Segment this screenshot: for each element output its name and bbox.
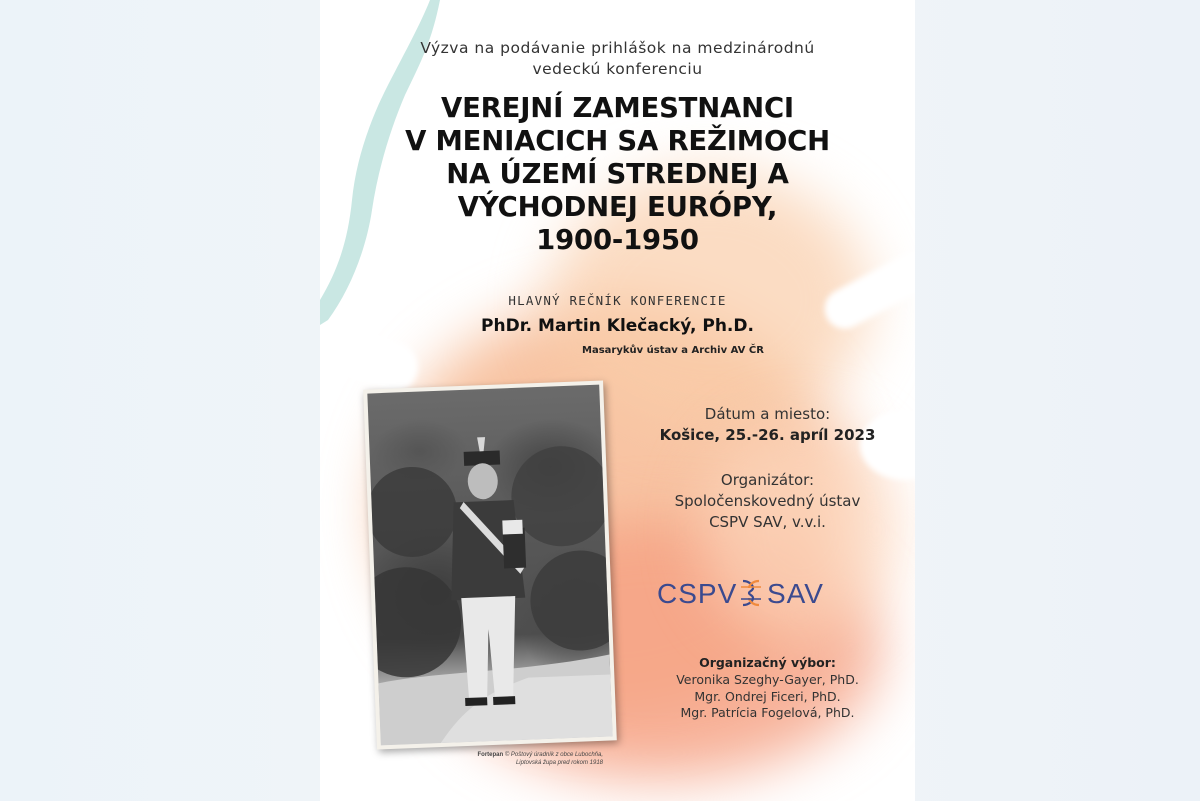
conference-poster	[320, 0, 915, 801]
committee-member: Mgr. Patrícia Fogelová, PhD.	[680, 705, 855, 720]
photo-credit-line: Liptovská župa pred rokom 1918	[515, 759, 603, 766]
date-place-value: Košice, 25.-26. apríl 2023	[659, 426, 876, 444]
title-line: NA ÚZEMÍ STREDNEJ A	[446, 158, 789, 190]
keynote-speaker-name: PhDr. Martin Klečacký, Ph.D.	[481, 316, 754, 336]
photo-credit-source: Fortepan	[477, 752, 504, 758]
keynote-label: HLAVNÝ REČNÍK KONFERENCIE	[508, 293, 727, 308]
title-line: VEREJNÍ ZAMESTNANCI	[441, 92, 794, 124]
photo-image	[367, 385, 612, 746]
logo-wave-icon	[741, 581, 761, 605]
logo-text-sav: SAV	[767, 578, 824, 609]
committee-member: Veronika Szeghy-Gayer, PhD.	[676, 672, 859, 687]
photo-credit	[433, 752, 603, 767]
organizer-name	[620, 491, 915, 533]
organizer-line: CSPV SAV, v.v.i.	[709, 513, 826, 531]
title-line: V MENIACICH SA REŽIMOCH	[405, 125, 830, 157]
conference-title	[320, 92, 915, 257]
call-line: Výzva na podávanie prihlášok na medzinárodnú	[420, 39, 815, 57]
postman-figure-icon	[367, 385, 612, 746]
organizer-label: Organizátor:	[720, 471, 815, 489]
keynote-speaker-institution: Masarykův ústav a Archiv AV ČR	[582, 345, 764, 356]
organizer-line: Spoločenskovedný ústav	[674, 492, 861, 510]
date-place-label: Dátum a miesto:	[704, 405, 831, 423]
committee-member: Mgr. Ondrej Ficeri, PhD.	[694, 688, 841, 704]
call-for-papers	[320, 38, 915, 80]
historical-photo	[363, 381, 617, 750]
title-line: VÝCHODNEJ EURÓPY,	[457, 191, 778, 223]
photo-credit-line: © Poštový úradník z obce Lubochňa,	[504, 752, 603, 758]
call-line: vedeckú konferenciu	[532, 60, 703, 78]
committee-title: Organizačný výbor:	[699, 655, 836, 670]
title-line: 1900-1950	[536, 224, 699, 256]
committee-list	[620, 672, 915, 722]
cspv-sav-logo	[657, 575, 832, 611]
logo-text-cspv: CSPV	[657, 578, 738, 609]
